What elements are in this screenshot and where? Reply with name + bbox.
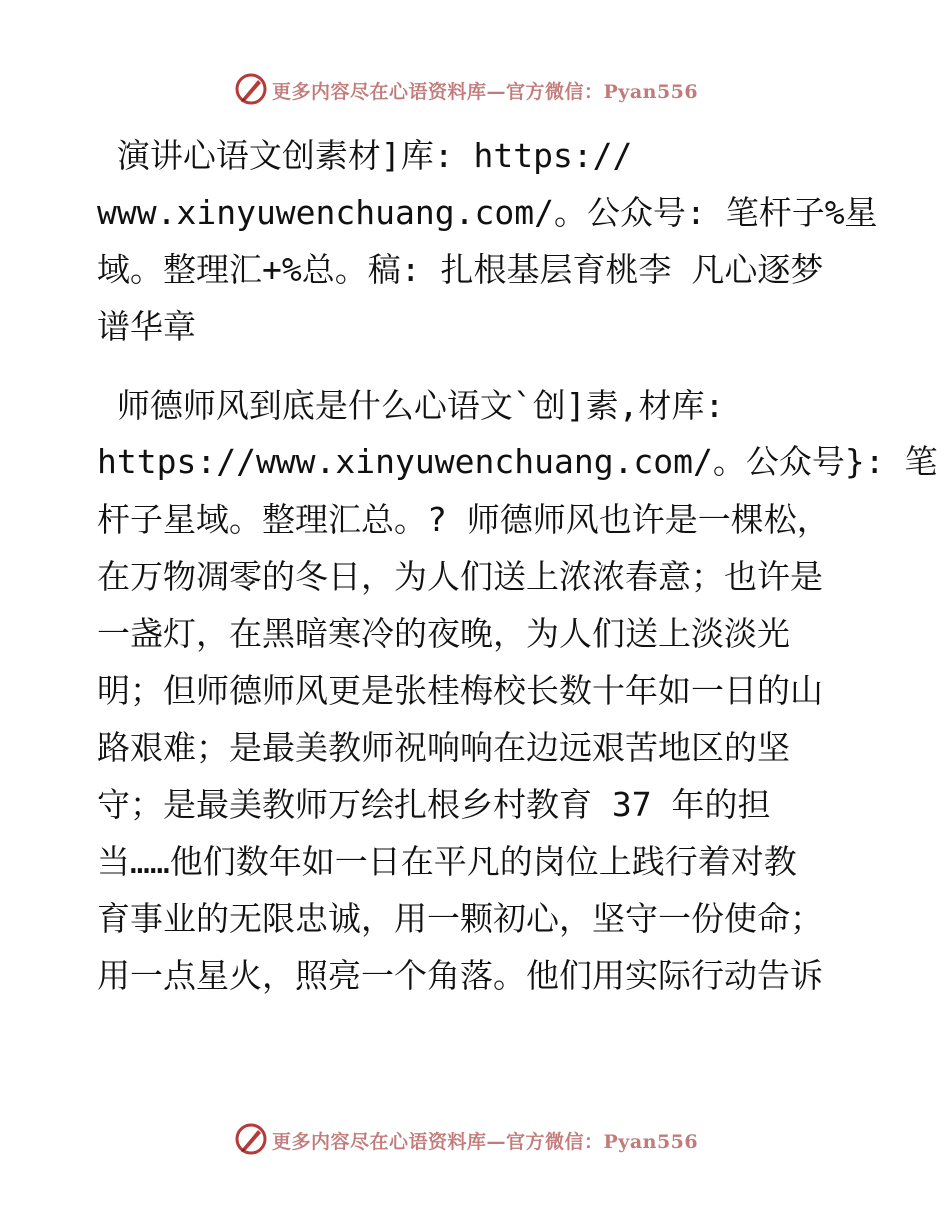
header-watermark-banner [0,70,950,110]
paragraph-2-line: 杆子星域。整理汇总。? 师德师风也许是一棵松， [97,500,830,539]
paragraph-2-line: 守；是最美教师万绘扎根乡村教育 37 年的担 [97,785,771,824]
footer-watermark-banner [0,1120,950,1160]
paragraph-2-line: 路艰难；是最美教师祝响响在边远艰苦地区的坚 [97,728,790,767]
header-banner-text: 更多内容尽在心语资料库—官方微信：Pyan556 [272,81,699,103]
paragraph-1-line: 演讲心语文创素材]库: https:// [97,136,633,175]
paragraph-2-line: https://www.xinyuwenchuang.com/。公众号}: 笔 [97,442,938,481]
paragraph-1 [97,120,878,350]
pen-logo-icon [234,1122,268,1156]
paragraph-1-line: 谱华章 [97,307,196,346]
paragraph-2-line: 明；但师德师风更是张桂梅校长数十年如一日的山 [97,671,823,710]
footer-banner-text: 更多内容尽在心语资料库—官方微信：Pyan556 [272,1131,699,1153]
pen-logo-icon [234,72,268,106]
paragraph-2-line: 在万物凋零的冬日，为人们送上浓浓春意；也许是 [97,557,823,596]
paragraph-2 [97,370,938,1010]
paragraph-2-line: 用一点星火，照亮一个角落。他们用实际行动告诉 [97,956,823,995]
paragraph-2-line: 当……他们数年如一日在平凡的岗位上践行着对教 [97,842,797,881]
paragraph-2-line: 一盏灯，在黑暗寒冷的夜晚，为人们送上淡淡光 [97,614,790,653]
paragraph-2-line: 育事业的无限忠诚，用一颗初心，坚守一份使命； [97,899,823,938]
paragraph-1-line: www.xinyuwenchuang.com/。公众号: 笔杆子%星 [97,193,878,232]
paragraph-1-line: 域。整理汇+%总。稿: 扎根基层育桃李 凡心逐梦 [97,250,824,289]
paragraph-2-line: 师德师风到底是什么心语文`创]素,材库: [97,386,725,425]
